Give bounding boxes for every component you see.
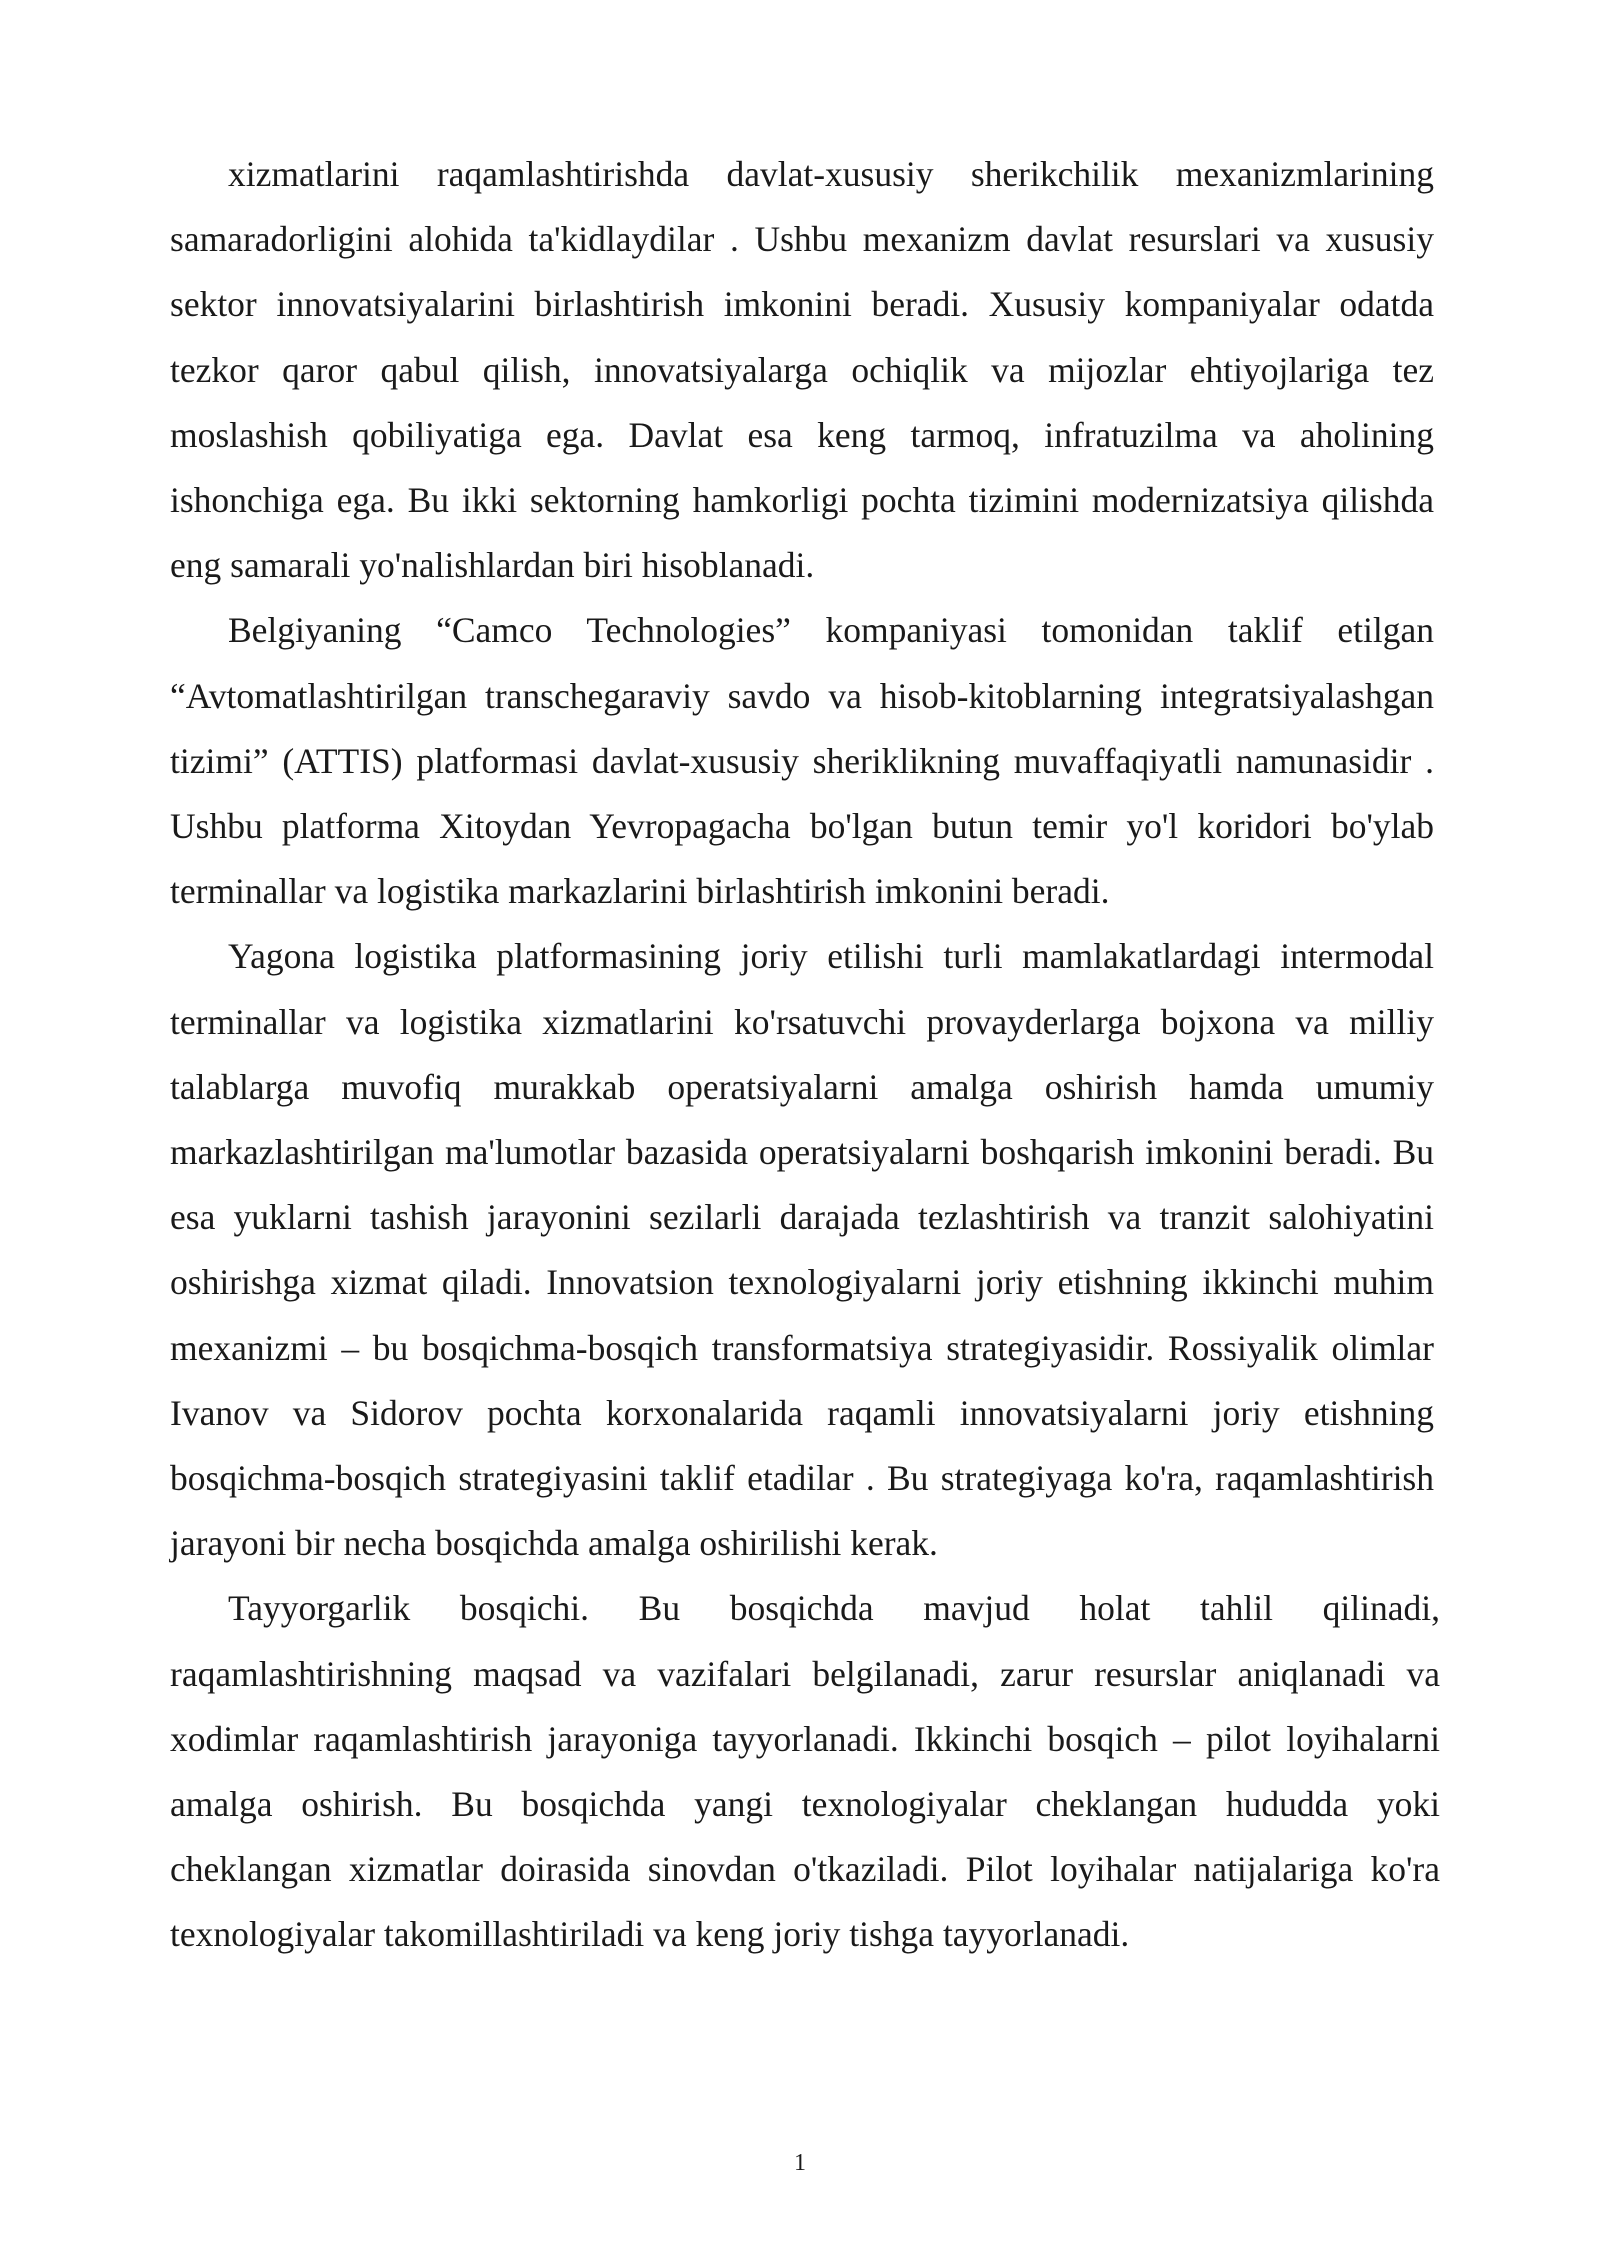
document-body	[170, 142, 1440, 1968]
paragraph-continuation: xizmatlarini raqamlashtirishda davlat-xususiy sherikchilik mexanizmlarining samaradorligini alohida ta'kidlaydilar . Ushbu mexanizm davlat resurslari va xususiy sektor innovatsiyalarini birlashtirish imkonini beradi. Xususiy kompaniyalar odatda tezkor qaror qabul qilish, innovatsiyalarga ochiqlik va mijozlar ehtiyojlariga tez moslashish qobiliyatiga ega. Davlat esa keng tarmoq, infratuzilma va aholining ishonchiga ega. Bu ikki sektorning hamkorligi pochta tizimini modernizatsiya qilishda eng samarali yo'nalishlardan biri hisoblanadi.	[170, 154, 1434, 586]
paragraph-logistics-platform: Yagona logistika platformasining joriy etilishi turli mamlakatlardagi intermodal terminallar va logistika xizmatlarini ko'rsatuvchi provayderlarga bojxona va milliy talablarga muvofiq murakkab operatsiyalarni amalga oshirish hamda umumiy markazlashtirilgan ma'lumotlar bazasida operatsiyalarni boshqarish imkonini beradi. Bu esa yuklarni tashish jarayonini sezilarli darajada tezlashtirish va tranzit salohiyatini oshirishga xizmat qiladi. Innovatsion texnologiyalarni joriy etishning ikkinchi muhim mexanizmi – bu bosqichma-bosqich transformatsiya strategiyasidir. Rossiyalik olimlar Ivanov va Sidorov pochta korxonalarida raqamli innovatsiyalarni joriy etishning bosqichma-bosqich strategiyasini taklif etadilar . Bu strategiyaga ko'ra, raqamlashtirish jarayoni bir necha bosqichda amalga oshirilishi kerak.	[170, 936, 1434, 1564]
paragraph-preparation-stage: Tayyorgarlik bosqichi. Bu bosqichda mavjud holat tahlil qilinadi, raqamlashtirishning maqsad va vazifalari belgilanadi, zarur resurslar aniqlanadi va xodimlar raqamlashtirish jarayoniga tayyorlanadi. Ikkinchi bosqich – pilot loyihalarni amalga oshirish. Bu bosqichda yangi texnologiyalar cheklangan hududda yoki cheklangan xizmatlar doirasida sinovdan o'tkaziladi. Pilot loyihalar natijalariga ko'ra texnologiyalar takomillashtiriladi va keng joriy tishga tayyorlanadi.	[170, 1588, 1440, 1955]
paragraph-attis-platform: Belgiyaning “Camco Technologies” kompaniyasi tomonidan taklif etilgan “Avtomatlashtirilgan transchegaraviy savdo va hisob-kitoblarning integratsiyalashgan tizimi” (ATTIS) platformasi davlat-xususiy sheriklikning muvaffaqiyatli namunasidir . Ushbu platforma Xitoydan Yevropagacha bo'lgan butun temir yo'l koridori bo'ylab terminallar va logistika markazlarini birlashtirish imkonini beradi.	[170, 610, 1434, 912]
page-number: 1	[794, 2150, 806, 2176]
